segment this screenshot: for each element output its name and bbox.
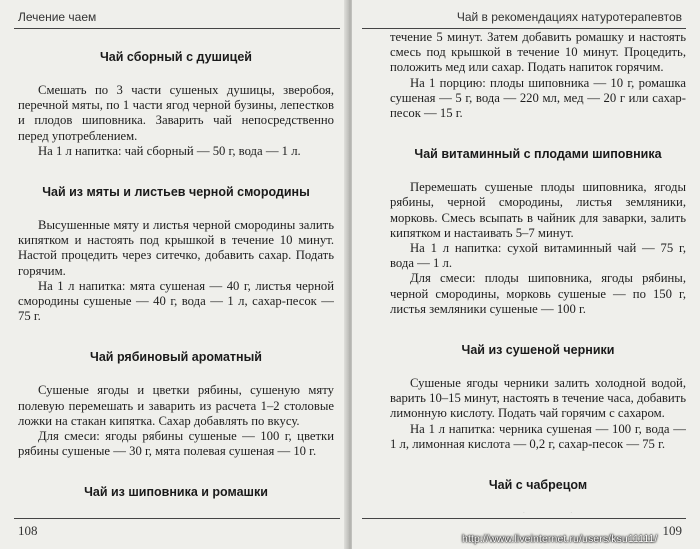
paragraph: течение 5 минут. Затем добавить ромашку и настоять смесь под крышкой в течение 10 минут. Процедить, положить мед или сахар. Подать напиток горячим. xyxy=(390,30,686,75)
paragraph: Перемешать сушеные плоды шиповника, ягоды рябины, черной смородины, листья земляники, морковь. Смесь всыпать в чайник для заварки, залить кипятком и настаивать 5–7 минут. xyxy=(390,180,686,240)
header-rule xyxy=(362,28,686,29)
section-title: Чай из мяты и листьев черной смородины xyxy=(42,185,310,200)
section-title: Чай рябиновый ароматный xyxy=(90,350,262,365)
page-number: 108 xyxy=(18,523,38,538)
paragraph: На 1 л напитка: черника сушеная — 100 г, вода — 1 л, лимонная кислота — 0,2 г, сахар-песок — 75 г. xyxy=(390,421,686,451)
section-title: Чай сборный с душицей xyxy=(100,50,252,64)
running-head: Лечение чаем xyxy=(18,10,97,24)
paragraph: Для смеси: ягоды рябины сушеные — 100 г, цветки рябины сушеные — 30 г, мята полевая сушеная — 10 г. xyxy=(18,429,334,459)
paragraph: Смешать по 3 части сушеных душицы, зверобоя, перечной мяты, по 1 части ягод черной бузины, лепестков и плодов шиповника. Заварить чай непосредственно перед употреблением. xyxy=(18,83,334,143)
paragraph: На 1 л напитка: сухой витаминный чай — 75 г, вода — 1 л. xyxy=(390,241,686,271)
footer-rule xyxy=(362,518,686,519)
footer-rule xyxy=(14,518,340,519)
paragraph: На 1 порцию: плоды шиповника — 10 г, ромашка сушеная — 5 г, вода — 220 мл, мед — 20 г или сахар-песок — 15 г. xyxy=(390,75,686,121)
paragraph: Сушеные ягоды и цветки рябины, сушеную мяту полевую перемешать и заварить из расчета 1–2 столовые ложки на стакан кипятка. Сахар добавлять по вкусу. xyxy=(18,383,334,428)
page-content xyxy=(390,30,686,513)
section-title: Чай с чабрецом xyxy=(488,478,588,493)
paragraph: Для смеси: плоды шиповника, ягоды рябины, черной смородины, морковь сушеные — по 150 г, листья земляники сушеные — 100 г. xyxy=(390,271,686,316)
paragraph: Высушенные мяту и листья черной смородины залить кипятком и настоять под крышкой в течение 10 минут. Настой процедить через ситечко, добавить сахар. Подать горячим. xyxy=(18,218,334,278)
watermark-url: http://www.liveinternet.ru/users/ksu11111/ xyxy=(462,533,658,545)
paragraph: Сушеные ягоды черники залить холодной водой, варить 10–15 минут, настоять в течение часа, добавить лимонную кислоту. Подать чай горячим с сахаром. xyxy=(390,376,686,421)
right-page xyxy=(352,0,700,549)
header-rule xyxy=(14,28,340,29)
page-number: 109 xyxy=(662,523,682,538)
running-head: Чай в рекомендациях натуротерапевтов xyxy=(456,10,682,24)
left-page xyxy=(0,0,348,549)
section-title: Чай витаминный с плодами шиповника xyxy=(414,147,662,162)
paragraph: На 1 л напитка: мята сушеная — 40 г, листья черной смородины сушеные — 40 г, вода — 1 л, сахар-песок — 75 г. xyxy=(18,278,334,324)
paragraph: На 1 л напитка: чай сборный — 50 г, вода — 1 л. xyxy=(38,143,301,158)
section-title: Чай из сушеной черники xyxy=(461,343,615,358)
paragraph xyxy=(390,511,686,513)
page-content xyxy=(18,34,334,513)
section-title: Чай из шиповника и ромашки xyxy=(84,485,268,500)
